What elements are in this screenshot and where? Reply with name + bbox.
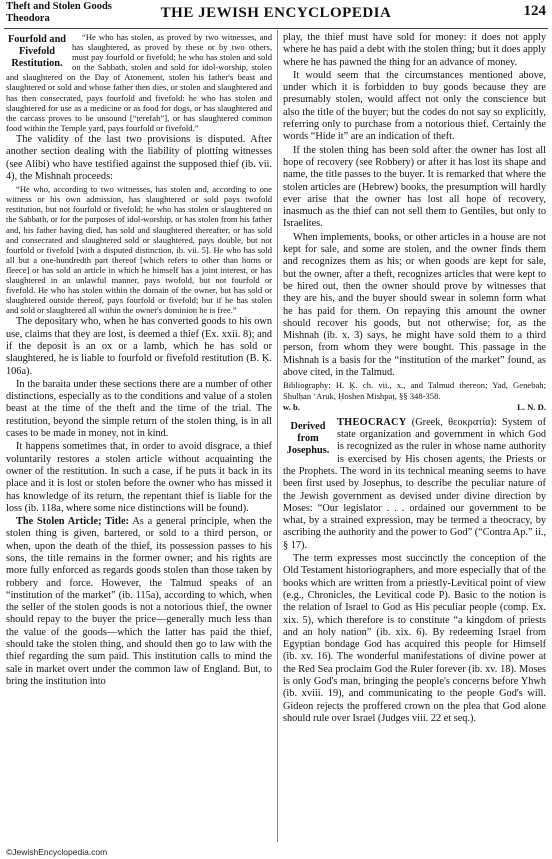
bibliography: Bibliography: H. Ḳ. ch. vii., x., and Talmud thereon; Yad, Genebah; Shulḥan ‘Aruk, Ḥoshen Mishpaṭ, §§ 348-358. [283,380,546,401]
entry-title: THEOCRACY [337,416,407,428]
section-heading: The Stolen Article; Title: [16,516,130,528]
mishnah-quote-1 [6,32,272,133]
paragraph-text: As a general principle, when the stolen thing is given, bartered, or sold to a third person, or when, upon the death of the thief, its possession passes to his sons, the title remains in the former owner; and his rights are more fully enforced as regards goods stolen than those taken by robbery and force. However, the Talmud speaks of an “institution of the market” (ib. 115a), according to which, when the seller of the stolen goods is not a notorious thief, the owner should repay to the buyer the price—generally much less than the value of the goods—which the latter has paid the thief, should take the stolen thing, and should then go to law with the thief regarding the sum paid. This institution calls to mind the sale in market overt under the common law of England. But, to bring the institution into [6,516,272,687]
running-head-line2: Theodora [6,13,50,24]
column-divider [277,30,278,842]
paragraph: When implements, books, or other articles in a house are not kept for sale, and some are stolen, and the owner finds them and recognizes them as his; or when goods are kept for sale, but the owner, after a theft, recognizes articles that were kept to be hired out, then the owner should prove by witnesses that they are his, and the buyer should swear in solemn form what he has paid for them. On repaying this amount the owner should recover his goods, but not otherwise; for, as the Mishnah (ib. x. 3) says, he might have sold them to a third person, from whom they were bought. This passage in the Mishnah is a basis for the “institution of the market” found, as above cited, in the Talmud. [283,231,546,379]
paragraph: In the baraita under these sections there are a number of other distinctions, especially as to the conditions and value of a stolen beast at the time of the theft and the time of the trial. The restitution, beyond the simple return of the stolen thing, is in all cases to be made in money, not in kind. [6,378,272,440]
publication-title: THE JEWISH ENCYCLOPEDIA [160,5,392,21]
sidenote-fourfold: Fourfold and Fivefold Restitution. [7,34,67,69]
sidenote-josephus: Derived from Josephus. [286,420,330,456]
paragraph: The depositary who, when he has converted goods to his own use, claims that they are lost, is deemed a thief (Ex. xxii. 8); and if the deposit is an ox or a lamb, which he has sold or slaughtered, he is liable to fourfold or fivefold restitution (B. Ḳ. 106a). [6,316,272,377]
theocracy-entry [283,417,546,552]
left-column [6,32,272,840]
right-column [283,32,546,840]
entry-intro: (Greek, θεοκρατία): System of state organization and government in which God is recognized as the ruler in whose name authority is exercised by His chosen agents, the Priests or the Prophets. The word in its technical meaning seems to have been first used by Josephus, to describe the peculiar nature of the Jewish government as devised under divine direction by Moses: “Our legislator . . . ordained our government to be what, by a strained expression, may be termed a theocracy, by ascribing the authority and the power to God” (“Contra Ap.” ii., § 17). [283,416,546,551]
mishnah-quote-1-text: “He who has stolen, as proved by two witnesses, and has slaughtered, as proved by these or by two others, must pay fourfold or fivefold; he who has stolen and sold on the Sabbath, stolen and sold for idol-worship, stolen and slaughtered on the Day of Atonement, stolen his father's beast and slaughtered or sold and whose father then dies, or stolen and slaughtered and has then consecrated, pays fourfold and fivefold: he who has stolen and slaughtered for use as a medicine or as food for dogs, or has slaughtered and the carcass proves to be unsound [“ṭerefah”], or has slaughtered common food within the Temple yard, pays fourfold or fivefold.” [6,32,272,133]
author-signatures [283,402,546,413]
signature-right: L. N. D. [517,402,546,413]
paragraph: The validity of the last two provisions is disputed. After another section dealing with the liability of plotting witnesses (see Alibi) who have testified against the supposed thief (ib. vii. 4), the Mishnah proceeds: [6,133,272,182]
paragraph-stolen-article [6,516,272,688]
page-header [4,0,548,29]
paragraph: It would seem that the circumstances mentioned above, under which it is forbidden to buy goods because they are presumably stolen, would affect not only the conscience but also the title of the buyer; but the codes do not say so explicitly, referring only to purchase from a notorious thief. Certainly the words “Hide it” are an indication of theft. [283,69,546,143]
paragraph: The term expresses most succinctly the conception of the Old Testament historiographers, and more especially that of the books which are written from a priestly-Levitical point of view (e.g., Chronicles, the Levitical code P). Basic to the notion is the relation of Israel to God as His peculiar people (comp. Ex. xix. 5), which therefore is to constitute “a kingdom of priests and an holy nation” (ib. xix. 6). By redeeming Israel from Egyptian bondage God has acquired this people for Himself (ib. xv. 16). The wonderful manifestations of divine power at the Red Sea proclaim God the Ruler forever (ib. xv. 18). Moses is only God's man, bringing the people's concerns before Yhwh (ib. xviii. 19), and communicating to the people God's will. Gideon rejects the proffered crown on the plea that God alone should rule over Israel (Judges viii. 22 et seq.). [283,553,546,724]
running-head-line1: Theft and Stolen Goods [6,1,112,12]
paragraph: It happens sometimes that, in order to avoid disgrace, a thief voluntarily restores a stolen article without acquainting the owner of the restitution. In such a case, if he puts it back in its place and it is lost or stolen before the owner who has missed it has knowledge of its return, the repentant thief is liable for the loss (ib. 118a, where some nice distinctions will be found). [6,441,272,514]
signature-left: w. b. [283,402,300,413]
paragraph: play, the thief must have sold for money: it does not apply where he has paid a debt with the stolen thing; but it does apply where he has pawned the thing for an advance of money. [283,32,546,68]
paragraph: If the stolen thing has been sold after the owner has lost all hope of recovery (see Robbery) or after it has lost its shape and name, the title passes to the buyer. It is remarked that where the stolen articles are (Hebrew) books, the presumption will hardly ever arise that the owner has lost all hope of recovery, inasmuch as the thief can not sell them to Gentiles, but only to Israelites. [283,144,546,230]
mishnah-quote-2: “He who, according to two witnesses, has stolen and, according to one witness or his own admission, has slaughtered or sold pays twofold restitution, but not fourfold or fivefold; he who has stolen or slaughtered on the Sabbath, or for the purposes of idol-worship, or has stolen from his father and, his father having died, has sold and slaughtered thereafter, or has sold and consecrated and slaughtered sold or slaughtered, pays double, but not fourfold or fivefold [with a disputed distinction, ib. vii. 5]. He who has sold all but a one-hundredth part thereof [which refers to other than horns or fleece] or has sold an article in which he himself has a joint interest, or has slaughtered in an unlawful manner, pays twofold, but not fourfold or fivefold. He who has stolen within the domain of the owner, but has sold or slaughtered outside thereof, pays fourfold or fivefold; but if he has stolen and sold or slaughtered all within the owner's dominion he is free.” [6,184,272,316]
site-credit: ©JewishEncyclopedia.com [6,847,108,857]
page-number: 124 [523,3,546,19]
